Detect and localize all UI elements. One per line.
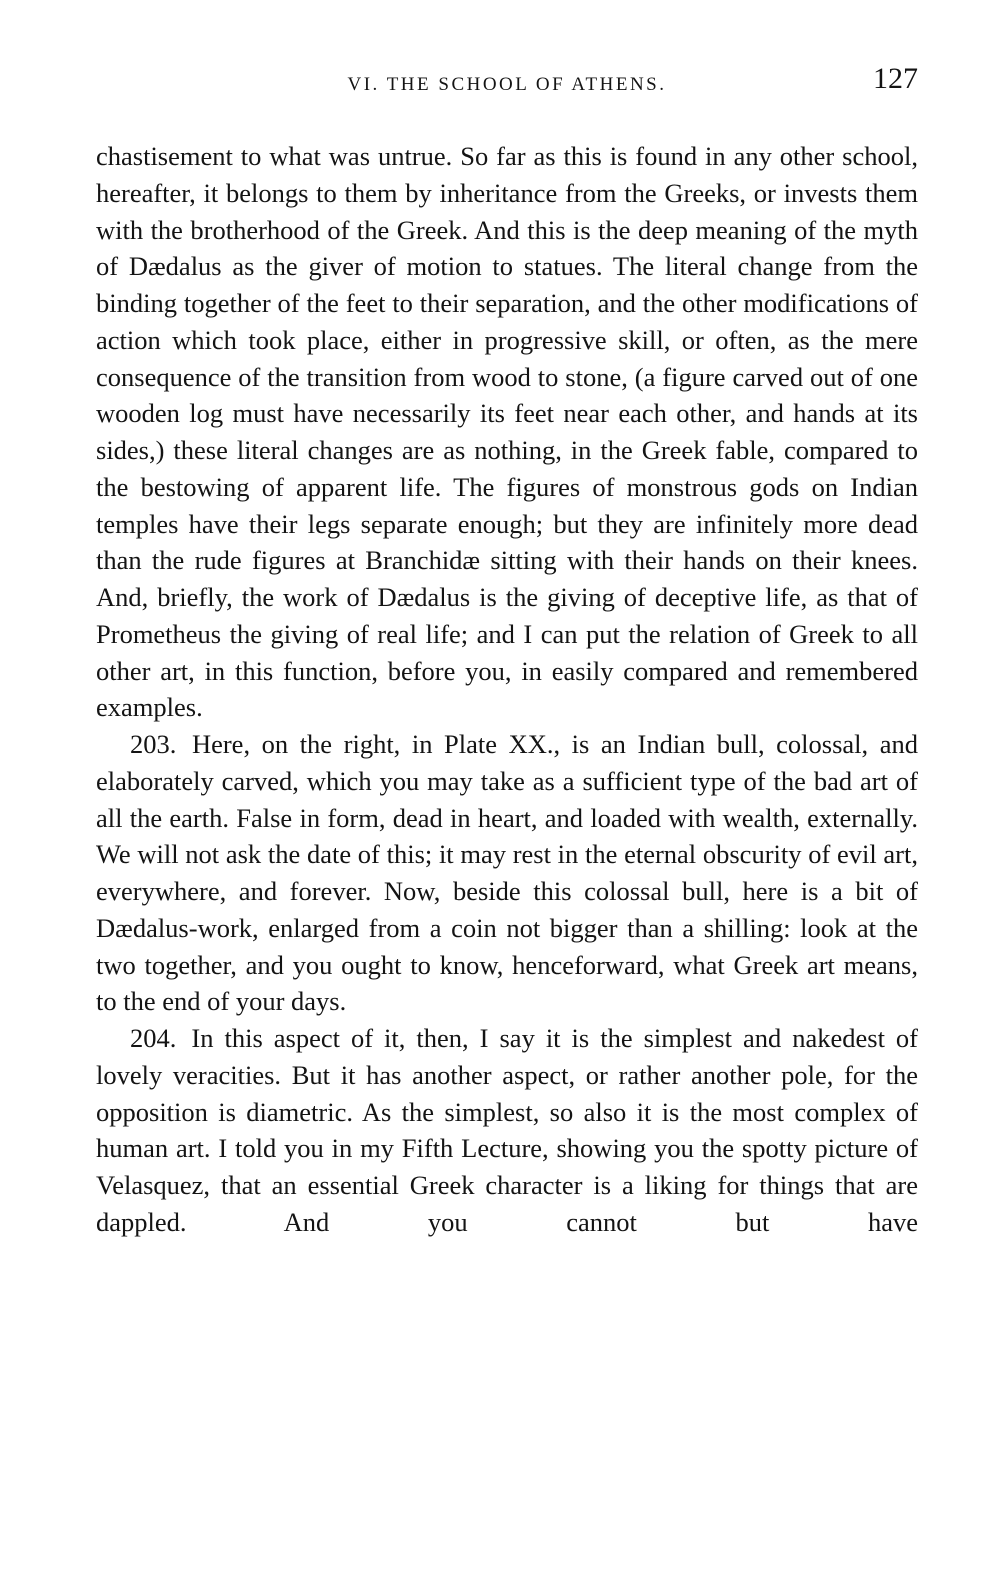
running-head [96, 62, 918, 102]
paragraph-continued [96, 138, 918, 726]
paragraph-203 [96, 726, 918, 1020]
page-number: 127 [873, 62, 918, 95]
section-number: 204. [130, 1023, 177, 1053]
body-text [96, 138, 918, 1241]
running-title: VI. THE SCHOOL OF ATHENS. [347, 74, 667, 95]
section-number: 203. [130, 729, 177, 759]
paragraph-204 [96, 1020, 918, 1241]
paragraph-text: chastisement to what was untrue. So far as this is found in any other school, hereafter, it belongs to them by inheritance from the Greeks, or invests them with the brotherhood of the Greek. And this is the deep meaning of the myth of Dædalus as the giver of motion to statues. The literal change from the binding together of the feet to their separation, and the other modifications of action which took place, either in progressive skill, or often, as the mere consequence of the transition from wood to stone, (a figure carved out of one wooden log must have necessarily its feet near each other, and hands at its sides,) these literal changes are as nothing, in the Greek fable, compared to the bestowing of apparent life. The figures of monstrous gods on Indian temples have their legs separate enough; but they are infinitely more dead than the rude figures at Branchidæ sitting with their hands on their knees. And, briefly, the work of Dædalus is the giving of deceptive life, as that of Prometheus the giving of real life; and I can put the relation of Greek to all other art, in this function, before you, in easily compared and remembered examples. [96, 141, 918, 723]
paragraph-text: In this aspect of it, then, I say it is the simplest and nakedest of lovely veracities. But it has another aspect, or rather another pole, for the opposition is diametric. As the simplest, so also it is the most complex of human art. I told you in my Fifth Lecture, showing you the spotty picture of Velasquez, that an essential Greek character is a liking for things that are dappled. And you cannot but have [96, 1023, 919, 1237]
paragraph-text: Here, on the right, in Plate XX., is an Indian bull, colossal, and elaborately carved, which you may take as a sufficient type of the bad art of all the earth. False in form, dead in heart, and loaded with wealth, externally. We will not ask the date of this; it may rest in the eternal obscurity of evil art, everywhere, and forever. Now, beside this colossal bull, here is a bit of Dædalus-work, enlarged from a coin not bigger than a shilling: look at the two together, and you ought to know, henceforward, what Greek art means, to the end of your days. [96, 729, 919, 1017]
